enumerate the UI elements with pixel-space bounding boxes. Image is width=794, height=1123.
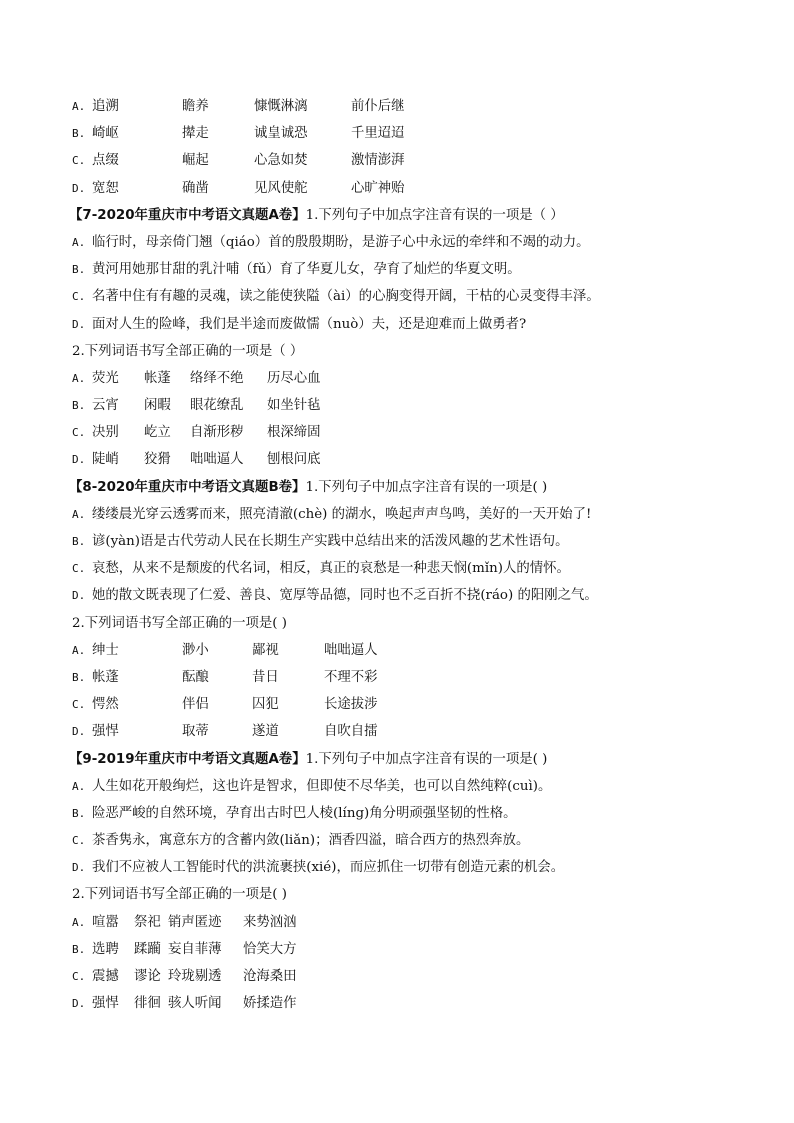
option-line — [72, 365, 732, 392]
document-page — [69, 93, 732, 1017]
option-letter: D. — [72, 997, 86, 1011]
option-letter: B. — [72, 263, 86, 277]
question-2-line — [72, 338, 732, 365]
option-text: 黄河用她那甘甜的乳汁哺（fǔ）育了华夏儿女，孕育了灿烂的华夏文明。 — [92, 262, 521, 278]
option-term: 心旷神贻 — [351, 180, 405, 196]
option-letter: C. — [72, 698, 86, 712]
option-letter: A. — [72, 235, 86, 249]
option-letter: B. — [72, 942, 86, 956]
sentence-option — [72, 229, 732, 256]
option-line — [72, 718, 732, 745]
option-term: 谬论 — [134, 969, 161, 984]
option-term: 取蒂 — [182, 724, 209, 740]
option-term: 慷慨淋漓 — [254, 99, 308, 114]
option-term: 屹立 — [144, 425, 171, 441]
option-letter: A. — [72, 643, 86, 657]
option-term: 诚皇诚恐 — [254, 126, 308, 142]
option-term: 心急如焚 — [254, 153, 308, 169]
section-header — [69, 474, 732, 501]
option-line — [72, 175, 732, 202]
option-term: 陡峭 — [92, 452, 119, 468]
option-term: 撵走 — [182, 126, 209, 142]
option-term: 渺小 — [182, 642, 209, 658]
option-term: 前仆后继 — [351, 99, 405, 114]
option-term: 帐蓬 — [92, 669, 119, 685]
option-line — [72, 419, 732, 446]
option-letter: C. — [72, 154, 86, 168]
option-term: 囚犯 — [252, 697, 279, 713]
option-term: 昔日 — [252, 669, 279, 685]
section-title: 【7-2020年重庆市中考语文真题A卷】 — [69, 207, 306, 223]
option-term: 祭祀 — [134, 914, 161, 930]
option-letter: C. — [72, 290, 86, 304]
question-1-prompt: 1.下列句子中加点字注音有误的一项是( ) — [305, 479, 548, 495]
option-letter: D. — [72, 861, 86, 875]
option-letter: C. — [72, 970, 86, 983]
option-text: 面对人生的险峰，我们是半途而废做懦（nuò）夫，还是迎难而上做勇者? — [92, 316, 527, 332]
section-title: 【8-2020年重庆市中考语文真题B卷】 — [69, 479, 306, 495]
option-term: 点缀 — [92, 153, 119, 169]
option-term: 震撼 — [92, 969, 119, 984]
option-term: 千里迢迢 — [351, 126, 405, 142]
option-term: 妄自菲薄 — [168, 941, 222, 957]
option-letter: D. — [72, 181, 86, 195]
option-term: 激情澎湃 — [351, 153, 405, 169]
sentence-option — [72, 773, 732, 800]
option-letter: B. — [72, 806, 86, 820]
question-2-prompt: 2.下列词语书写全部正确的一项是（ ） — [72, 343, 304, 359]
option-line — [72, 909, 732, 936]
exam-section-7 — [69, 202, 732, 474]
option-term: 荧光 — [92, 370, 119, 386]
option-term: 如坐针毡 — [267, 398, 321, 414]
sentence-option — [72, 800, 732, 827]
question-1-prompt: 1.下列句子中加点字注音有误的一项是( ) — [305, 751, 548, 767]
word-options — [72, 637, 732, 746]
option-term: 绅士 — [92, 642, 119, 658]
option-term: 选聘 — [92, 941, 119, 957]
section-header — [69, 746, 732, 773]
option-letter: A. — [72, 915, 86, 929]
option-text: 谚(yàn)语是古代劳动人民在长期生产实践中总结出来的活泼风趣的艺术性语句。 — [92, 534, 569, 549]
sentence-option — [72, 555, 732, 582]
option-letter: C. — [72, 834, 86, 848]
option-line — [72, 990, 732, 1017]
option-text: 缕缕晨光穿云透雾而来，照亮清澈(chè) 的湖水，唤起声声鸟鸣，美好的一天开始了! — [92, 506, 592, 522]
option-letter: B. — [72, 670, 86, 684]
question-2-line — [72, 881, 732, 908]
option-text: 我们不应被人工智能时代的洪流裹挟(xié)，而应抓住一切带有创造元素的机会。 — [92, 860, 565, 876]
option-line — [72, 147, 732, 174]
option-letter: C. — [72, 426, 86, 440]
option-term: 狡猾 — [144, 452, 171, 468]
option-term: 决别 — [92, 425, 119, 441]
option-letter: D. — [72, 453, 86, 467]
option-text: 茶香隽永，寓意东方的含蓄内敛(liǎn)；酒香四溢，暗合西方的热烈奔放。 — [92, 833, 530, 849]
option-text: 哀愁，从来不是颓废的代名词，相反，真正的哀愁是一种悲天悯(mǐn)人的情怀。 — [92, 561, 570, 577]
option-term: 云宵 — [92, 398, 119, 414]
option-text: 险恶严峻的自然环境，孕育出古时巴人棱(líng)角分明顽强坚韧的性格。 — [92, 805, 517, 821]
option-term: 娇揉造作 — [243, 996, 297, 1012]
word-options — [72, 909, 732, 1018]
option-term: 愕然 — [92, 697, 119, 713]
option-term: 宽恕 — [92, 180, 119, 196]
option-term: 强悍 — [92, 996, 119, 1012]
option-line — [72, 392, 732, 419]
option-term: 确凿 — [182, 180, 209, 196]
option-line — [72, 120, 732, 147]
sentence-option — [72, 827, 732, 854]
option-term: 根深缔固 — [267, 425, 321, 441]
option-term: 见风使舵 — [254, 180, 308, 196]
option-term: 自渐形秽 — [190, 425, 244, 441]
option-term: 帐蓬 — [144, 370, 171, 386]
option-line — [72, 93, 732, 120]
option-term: 来势汹汹 — [243, 914, 297, 930]
option-term: 蹂躏 — [134, 941, 161, 957]
option-term: 强悍 — [92, 724, 119, 740]
option-term: 络绎不绝 — [190, 370, 244, 386]
option-term: 鄙视 — [252, 642, 279, 658]
option-term: 自吹自擂 — [324, 724, 378, 740]
option-letter: D. — [72, 589, 86, 603]
question-2-line — [72, 610, 732, 637]
option-letter: A. — [72, 371, 86, 385]
sentence-option — [72, 854, 732, 881]
exam-section-9 — [69, 746, 732, 1018]
option-term: 追溯 — [92, 99, 119, 114]
option-term: 崛起 — [182, 153, 209, 169]
option-line — [72, 664, 732, 691]
option-letter: D. — [72, 725, 86, 739]
option-term: 崎岖 — [92, 126, 119, 142]
option-term: 沧海桑田 — [243, 969, 297, 984]
option-line — [72, 936, 732, 963]
question-2-prompt: 2.下列词语书写全部正确的一项是( ) — [72, 615, 287, 631]
option-term: 遂道 — [252, 724, 279, 740]
option-term: 玲珑剔透 — [168, 969, 222, 984]
option-letter: C. — [72, 562, 86, 576]
question-1-prompt: 1.下列句子中加点字注音有误的一项是（ ） — [305, 207, 564, 223]
option-text: 临行时，母亲倚门翘（qiáo）首的殷殷期盼，是游子心中永远的牵绊和不竭的动力。 — [92, 234, 590, 250]
sentence-option — [72, 283, 732, 310]
option-term: 酝酿 — [182, 669, 209, 685]
option-term: 恰笑大方 — [243, 941, 297, 957]
option-term: 咄咄逼人 — [324, 642, 378, 658]
option-text: 人生如花开般绚烂，这也许是智求，但即使不尽华美，也可以自然纯粹(cuì)。 — [92, 778, 552, 794]
option-letter: A. — [72, 507, 86, 521]
question-2-prompt: 2.下列词语书写全部正确的一项是( ) — [72, 887, 287, 903]
option-term: 骇人听闻 — [168, 996, 222, 1012]
option-term: 刨根问底 — [267, 452, 321, 468]
option-letter: B. — [72, 535, 86, 548]
option-letter: A. — [72, 100, 86, 113]
option-term: 喧嚣 — [92, 914, 119, 930]
sentence-option — [72, 528, 732, 555]
sentence-option — [72, 311, 732, 338]
option-text: 她的散文既表现了仁爱、善良、宽厚等品德，同时也不乏百折不挠(ráo) 的阳刚之气。 — [92, 588, 598, 604]
option-term: 长途拔涉 — [324, 697, 378, 713]
option-term: 销声匿迹 — [168, 914, 222, 930]
option-line — [72, 963, 732, 990]
option-letter: D. — [72, 317, 86, 331]
sentence-option — [72, 501, 732, 528]
option-letter: A. — [72, 779, 86, 793]
sentence-option — [72, 582, 732, 609]
option-line — [72, 637, 732, 664]
question-options-group-1 — [72, 93, 732, 202]
option-line — [72, 446, 732, 473]
exam-section-8 — [69, 474, 732, 746]
section-title: 【9-2019年重庆市中考语文真题A卷】 — [69, 751, 306, 767]
sentence-option — [72, 256, 732, 283]
option-term: 瞻养 — [182, 99, 209, 114]
word-options — [72, 365, 732, 474]
option-term: 闲暇 — [144, 398, 171, 414]
option-line — [72, 691, 732, 718]
option-text: 名著中住有有趣的灵魂，读之能使狭隘（ài）的心胸变得开阔，干枯的心灵变得丰泽。 — [92, 289, 600, 305]
option-letter: B. — [72, 399, 86, 413]
option-term: 徘徊 — [134, 996, 161, 1012]
option-term: 伴侣 — [182, 697, 209, 713]
option-letter: B. — [72, 127, 86, 141]
option-term: 眼花缭乱 — [190, 398, 244, 414]
option-term: 咄咄逼人 — [190, 452, 244, 468]
option-term: 历尽心血 — [267, 370, 321, 386]
option-term: 不理不彩 — [324, 669, 378, 685]
section-header — [69, 202, 732, 229]
